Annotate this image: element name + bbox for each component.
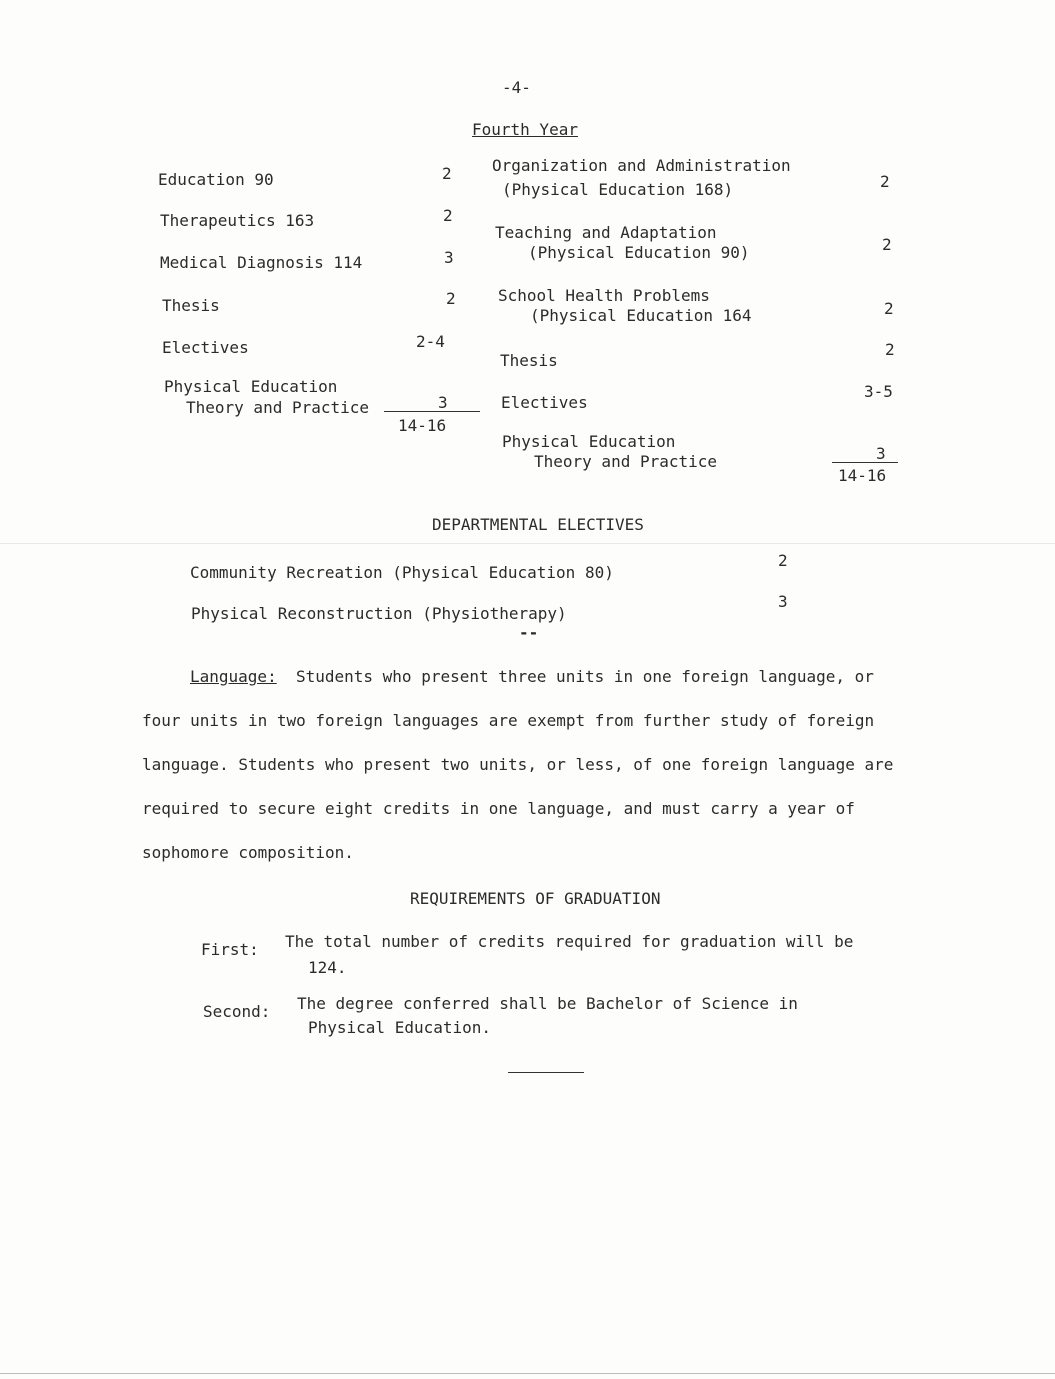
course-name: Thesis (500, 351, 558, 370)
course-credits: 3 (438, 393, 448, 412)
course-credits: 2 (443, 206, 453, 225)
course-name-line2: Theory and Practice (534, 452, 718, 471)
elective-name: Community Recreation (Physical Education 80) (190, 563, 614, 582)
course-name-line2: (Physical Education 168) (502, 180, 734, 199)
total-credits: 14-16 (398, 416, 447, 435)
course-credits: 2-4 (416, 332, 445, 351)
course-name-line2: (Physical Education 164 (530, 306, 752, 325)
course-credits: 3 (876, 444, 886, 463)
course-name: Therapeutics 163 (160, 211, 315, 230)
elective-credits: 3 (778, 592, 788, 611)
language-label: Language: (190, 667, 277, 686)
subtotal-rule (384, 411, 480, 412)
requirement-text-line2: Physical Education. (308, 1018, 492, 1037)
requirement-label: First: (201, 940, 259, 959)
course-name: Education 90 (158, 170, 274, 189)
requirement-text-line1: The total number of credits required for graduation will be (285, 932, 854, 951)
course-credits: 2 (446, 289, 456, 308)
course-credits: 2 (882, 235, 892, 254)
course-name: Medical Diagnosis 114 (160, 253, 363, 272)
separator: -- (519, 623, 539, 642)
language-text: Students who present three units in one foreign language, or four units in two foreign languages are exempt from further study of foreign language. Students who present two units, or less, of one foreign language are required to secure eight credits in one language, and must carry a year of sophomore composition. (142, 667, 894, 862)
course-name-line1: Physical Education (502, 432, 676, 451)
page-number: -4- (502, 78, 531, 97)
requirement-text-line2: 124. (308, 958, 347, 977)
requirements-heading: REQUIREMENTS OF GRADUATION (410, 889, 661, 908)
scan-fold-line (0, 543, 1055, 544)
section-heading: Fourth Year (472, 120, 578, 139)
course-credits: 2 (885, 340, 895, 359)
elective-name: Physical Reconstruction (Physiotherapy) (191, 604, 567, 623)
course-credits: 2 (880, 172, 890, 191)
course-name-line1: Physical Education (164, 377, 338, 396)
course-name-line1: School Health Problems (498, 286, 710, 305)
course-credits: 3-5 (864, 382, 893, 401)
course-name-line1: Teaching and Adaptation (495, 223, 717, 242)
course-name: Electives (162, 338, 249, 357)
course-name-line2: Theory and Practice (186, 398, 370, 417)
course-credits: 2 (442, 164, 452, 183)
requirement-text-line1: The degree conferred shall be Bachelor of Science in (297, 994, 798, 1013)
total-credits: 14-16 (838, 466, 887, 485)
requirement-label: Second: (203, 1002, 271, 1021)
subtotal-rule (832, 462, 898, 463)
scan-bottom-edge (0, 1373, 1055, 1374)
course-credits: 3 (444, 248, 454, 267)
language-paragraph (142, 655, 922, 875)
course-name-line1: Organization and Administration (492, 156, 791, 175)
course-name: Thesis (162, 296, 220, 315)
end-rule (508, 1072, 584, 1073)
elective-credits: 2 (778, 551, 788, 570)
departmental-heading: DEPARTMENTAL ELECTIVES (432, 515, 644, 534)
course-name-line2: (Physical Education 90) (528, 243, 750, 262)
course-credits: 2 (884, 299, 894, 318)
course-name: Electives (501, 393, 588, 412)
